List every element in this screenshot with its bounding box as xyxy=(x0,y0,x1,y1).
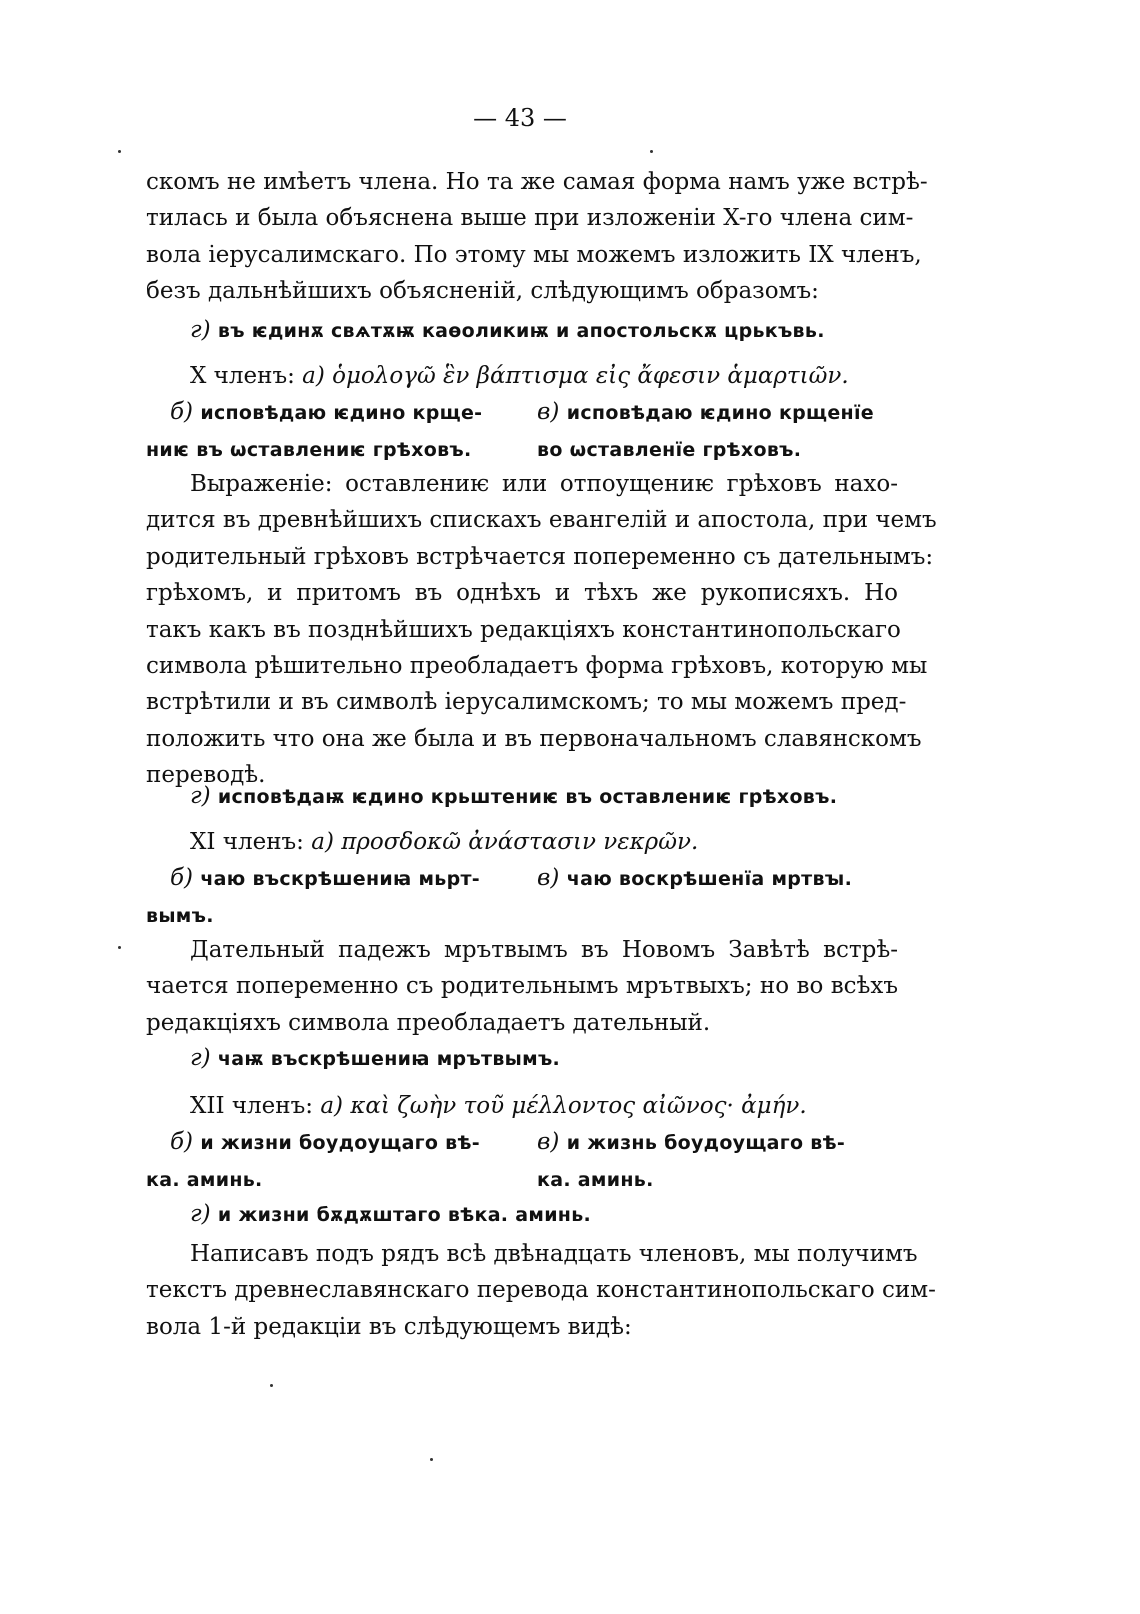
slavonic-text: ниѥ въ ѡставлениѥ грѣховъ. xyxy=(146,438,472,461)
member-xii xyxy=(146,1088,898,1198)
text-line: грѣхомъ, и притомъ въ однѣхъ и тѣхъ же рукописяхъ. Но xyxy=(146,580,898,607)
variant-label: г) xyxy=(190,1201,211,1227)
ix-variant-g xyxy=(146,312,898,349)
paragraph-3 xyxy=(146,932,898,1041)
variant-label: г) xyxy=(190,1045,211,1071)
slavonic-text: вымъ. xyxy=(146,904,214,927)
slavonic-text: исповѣдаѭ ѥдино крьштениѥ въ оставлениѥ грѣховъ. xyxy=(217,786,838,808)
text-line: Написавъ подъ рядъ всѣ двѣнадцать членовъ, мы получимъ xyxy=(190,1241,918,1267)
text-line: чается попеременно съ родительнымъ мрътвыхъ; но во всѣхъ xyxy=(146,973,898,1000)
print-speck xyxy=(270,1384,273,1387)
slavonic-text: во ѡставленїе грѣховъ. xyxy=(537,438,802,461)
slavonic-text: исповѣдаю ѥдино крщенїе xyxy=(566,402,874,425)
paragraph-1 xyxy=(146,164,928,310)
page-number: — 43 — xyxy=(473,104,567,132)
print-speck xyxy=(650,150,653,153)
slavonic-text: чаю воскрѣшенїа мртвꙑ. xyxy=(566,868,853,891)
text-line: положить что она же была и въ первоначальномъ славянскомъ xyxy=(146,725,922,752)
greek-text: προσδοκῶ ἀνάστασιν νεκρῶν. xyxy=(341,829,699,855)
slavonic-text: чаѭ въскрѣшениꙗ мрътвымъ. xyxy=(217,1048,561,1070)
greek-text: καὶ ζωὴν τοῦ μέλλοντος αἰῶνος· ἀμήν. xyxy=(350,1093,807,1119)
text-line: текстъ древнеславянскаго перевода константинопольскаго сим- xyxy=(146,1277,936,1304)
variant-label: б) xyxy=(170,1129,194,1156)
variant-label: а) xyxy=(311,829,334,855)
text-line: символа рѣшительно преобладаетъ форма грѣховъ, которую мы xyxy=(146,653,928,680)
variant-label: а) xyxy=(320,1093,343,1119)
xii-variant-g xyxy=(146,1196,898,1233)
slavonic-text: ка. аминь. xyxy=(146,1168,263,1191)
member-x xyxy=(146,358,898,468)
print-speck xyxy=(430,1458,433,1461)
member-heading: X членъ: xyxy=(190,363,295,389)
variant-label: в) xyxy=(537,399,560,426)
text-line: встрѣтили и въ символѣ іерусалимскомъ; то мы можемъ пред- xyxy=(146,689,907,716)
text-line: скомъ не имѣетъ члена. Но та же самая форма намъ уже встрѣ- xyxy=(146,169,928,195)
slavonic-text: и жизнь боудоущаго вѣ- xyxy=(566,1132,846,1155)
variant-label: в) xyxy=(537,865,560,892)
text-line: безъ дальнѣйшихъ объясненій, слѣдующимъ образомъ: xyxy=(146,278,819,305)
text-line: дится въ древнѣйшихъ спискахъ евангелій и апостола, при чемъ xyxy=(146,507,937,534)
variant-label: а) xyxy=(302,363,325,389)
text-line: тилась и была объяснена выше при изложеніи X-го члена сим- xyxy=(146,205,914,232)
variant-label: г) xyxy=(190,783,211,809)
variant-label: б) xyxy=(170,399,194,426)
variant-label: г) xyxy=(190,317,211,343)
print-speck xyxy=(118,150,121,153)
text-line: Выраженіе: оставлениѥ или отпоущениѥ грѣховъ нахо- xyxy=(190,471,898,497)
text-line: родительный грѣховъ встрѣчается попеременно съ дательнымъ: xyxy=(146,543,934,570)
text-line: Дательный падежъ мрътвымъ въ Новомъ Завѣтѣ встрѣ- xyxy=(190,937,898,963)
paragraph-4 xyxy=(146,1236,936,1345)
print-speck xyxy=(118,946,121,949)
text-line: такъ какъ въ позднѣйшихъ редакціяхъ константинопольскаго xyxy=(146,616,901,643)
x-variant-g xyxy=(146,778,898,815)
member-heading: XII членъ: xyxy=(190,1093,313,1119)
paragraph-2 xyxy=(146,466,937,794)
member-heading: XI членъ: xyxy=(190,829,304,855)
slavonic-text: въ ѥдинѫ свѧтѫѭ каѳоликиѭ и апостольскѫ црькъвь. xyxy=(217,320,825,342)
xi-variant-g xyxy=(146,1040,898,1077)
slavonic-text: и жизни боудоущаго вѣ- xyxy=(200,1132,480,1155)
slavonic-text: исповѣдаю ѥдино крще- xyxy=(200,402,483,425)
variant-label: б) xyxy=(170,865,194,892)
variant-label: в) xyxy=(537,1129,560,1156)
slavonic-text: и жизни бѫдѫштаго вѣка. аминь. xyxy=(217,1204,592,1226)
greek-text: ὁμολογῶ ἓν βάπτισμα εἰς ἄφεσιν ἁμαρτιῶν. xyxy=(332,363,849,389)
text-line: редакціяхъ символа преобладаетъ дательный. xyxy=(146,1009,711,1036)
member-xi xyxy=(146,824,898,934)
text-line: вола іерусалимскаго. По этому мы можемъ изложить IX членъ, xyxy=(146,241,922,268)
text-line: вола 1-й редакціи въ слѣдующемъ видѣ: xyxy=(146,1313,632,1340)
text-line: переводѣ. xyxy=(146,762,266,789)
slavonic-text: ка. аминь. xyxy=(537,1168,654,1191)
slavonic-text: чаю въскрѣшениꙗ мьрт- xyxy=(200,868,480,891)
